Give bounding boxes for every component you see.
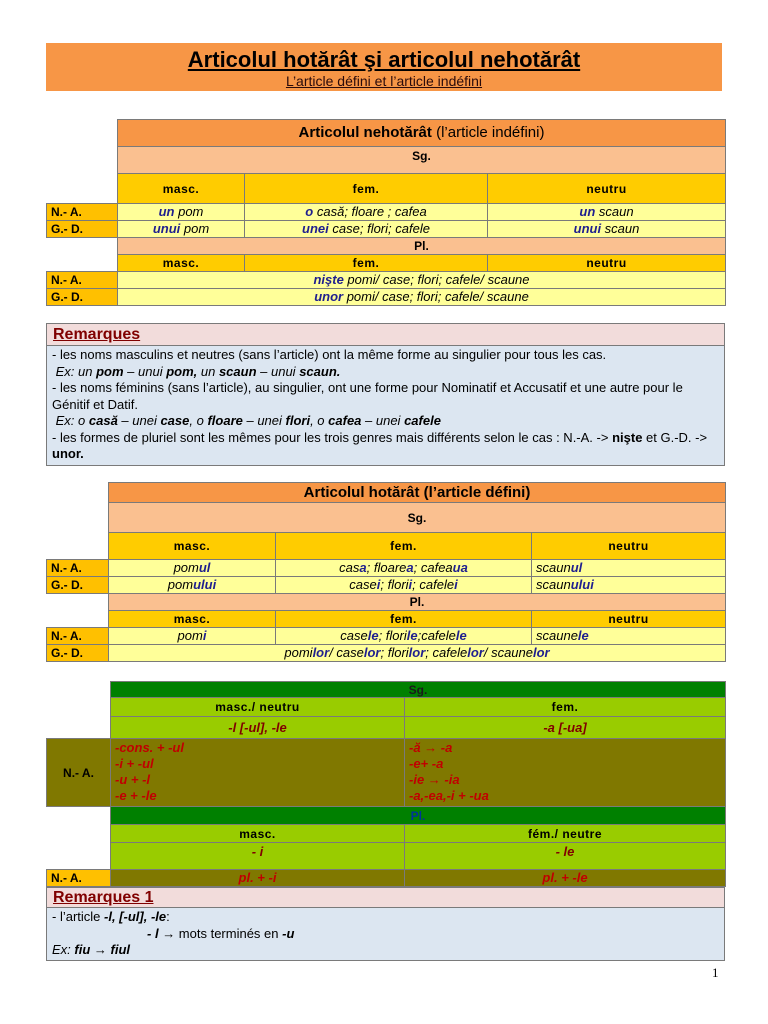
def-na-fem: casa; floarea; cafeaua — [276, 560, 532, 577]
def-col-masc: masc. — [109, 533, 276, 560]
cell-na-fem: o casă; floare ; cafea — [245, 204, 488, 221]
cell-na-neutru: un scaun — [488, 204, 726, 221]
cell-gd-fem: unei case; flori; cafele — [245, 221, 488, 238]
def-gd-fem: casei; florii; cafelei — [276, 577, 532, 594]
endings-table — [46, 681, 726, 887]
cell-gd-pl: unor pomi/ case; flori; cafele/ scaune — [118, 289, 726, 306]
cell-gd-neutru: unui scaun — [488, 221, 726, 238]
remarks1-box — [46, 887, 725, 961]
row-label-gd-pl: G.- D. — [47, 289, 118, 306]
def-na-pl-neutru: scaunele — [532, 628, 726, 645]
sg-label: Sg. — [118, 147, 726, 174]
def-row-label-gd-pl: G.- D. — [47, 645, 109, 662]
endings-na-label: N.- A. — [47, 739, 111, 807]
masc-rules: -cons. + -ul -i + -ul -u + -l -e + -le — [111, 739, 405, 807]
col-masc: masc. — [118, 174, 245, 204]
def-col-fem: fem. — [276, 533, 532, 560]
def-gd-neutru: scaunului — [532, 577, 726, 594]
endings-col-masc-neutru: masc./ neutru — [111, 698, 405, 717]
remarks1-title: Remarques 1 — [47, 888, 725, 908]
title-banner — [46, 43, 722, 91]
cell-na-masc: un pom — [118, 204, 245, 221]
ending-fem: -a [-ua] — [405, 717, 726, 739]
row-label-na-pl: N.- A. — [47, 272, 118, 289]
def-col-neutru: neutru — [532, 533, 726, 560]
cell-gd-masc: unui pom — [118, 221, 245, 238]
col-masc-pl: masc. — [118, 255, 245, 272]
fem-rules: -ă → -a -e+ -a -ie → -ia -a,-ea,-i + -ua — [405, 739, 726, 807]
def-na-pl-fem: casele; florile;cafelele — [276, 628, 532, 645]
remarks-box — [46, 323, 725, 466]
remarks-title: Remarques — [47, 324, 725, 346]
def-col-neutru-pl: neutru — [532, 611, 726, 628]
endings-sg-label: Sg. — [111, 682, 726, 698]
col-fem: fem. — [245, 174, 488, 204]
def-row-label-na-pl: N.- A. — [47, 628, 109, 645]
endings-col-masc-pl: masc. — [111, 825, 405, 843]
pl-rule-masc: pl. + -i — [111, 870, 405, 887]
def-row-label-na: N.- A. — [47, 560, 109, 577]
def-na-neutru: scaunul — [532, 560, 726, 577]
endings-col-fem: fem. — [405, 698, 726, 717]
def-na-pl-masc: pomi — [109, 628, 276, 645]
ending-masc-neutru: -l [-ul], -le — [111, 717, 405, 739]
ending-masc-pl: - i — [111, 843, 405, 870]
page-title: Articolul hotărât şi articolul nehotărât — [187, 47, 581, 72]
def-gd-pl: pomilor/ caselor; florilor; cafelelor/ scaunelor — [109, 645, 726, 662]
col-fem-pl: fem. — [245, 255, 488, 272]
sg-label-def: Sg. — [109, 503, 726, 533]
ending-fem-neutre-pl: - le — [405, 843, 726, 870]
remarks1-body: - l’article -l, [-ul], -le: - l → mots terminés en -u Ex: fiu → fiul — [47, 908, 725, 961]
definite-heading: Articolul hotărât (l’article défini) — [109, 483, 726, 503]
indefinite-article-table — [46, 119, 726, 306]
page-number: 1 — [712, 965, 719, 980]
def-na-masc: pomul — [109, 560, 276, 577]
endings-pl-na-label: N.- A. — [47, 870, 111, 887]
pl-label-def: Pl. — [109, 594, 726, 611]
endings-col-fem-neutre-pl: fém./ neutre — [405, 825, 726, 843]
def-gd-masc: pomului — [109, 577, 276, 594]
pl-rule-fem-neutre: pl. + -le — [405, 870, 726, 887]
col-neutru-pl: neutru — [488, 255, 726, 272]
def-col-fem-pl: fem. — [276, 611, 532, 628]
row-label-gd: G.- D. — [47, 221, 118, 238]
endings-pl-label: Pl. — [111, 807, 726, 825]
indefinite-heading: Articolul nehotărât (l’article indéfini) — [118, 120, 726, 147]
definite-article-table — [46, 482, 726, 662]
page-subtitle: L’article défini et l’article indéfini — [285, 73, 483, 89]
col-neutru: neutru — [488, 174, 726, 204]
remarks-body: - les noms masculins et neutres (sans l’article) ont la même forme au singulier pour tous les cas. Ex: un pom – unui pom, un scaun – unui scaun. - les noms féminins (sans l’article), au singulier, ont une forme pour Nominatif et Accusatif et une autre pour le Génitif et Datif. Ex: o casă – unei case, o floare – unei flori, o cafea – unei cafele - les formes de pluriel sont les mêmes pour les trois genres mais différents selon le cas : N.-A. -> nişte et G.-D. -> unor. — [47, 346, 725, 466]
def-col-masc-pl: masc. — [109, 611, 276, 628]
pl-label: Pl. — [118, 238, 726, 255]
row-label-na: N.- A. — [47, 204, 118, 221]
cell-na-pl: nişte pomi/ case; flori; cafele/ scaune — [118, 272, 726, 289]
def-row-label-gd: G.- D. — [47, 577, 109, 594]
